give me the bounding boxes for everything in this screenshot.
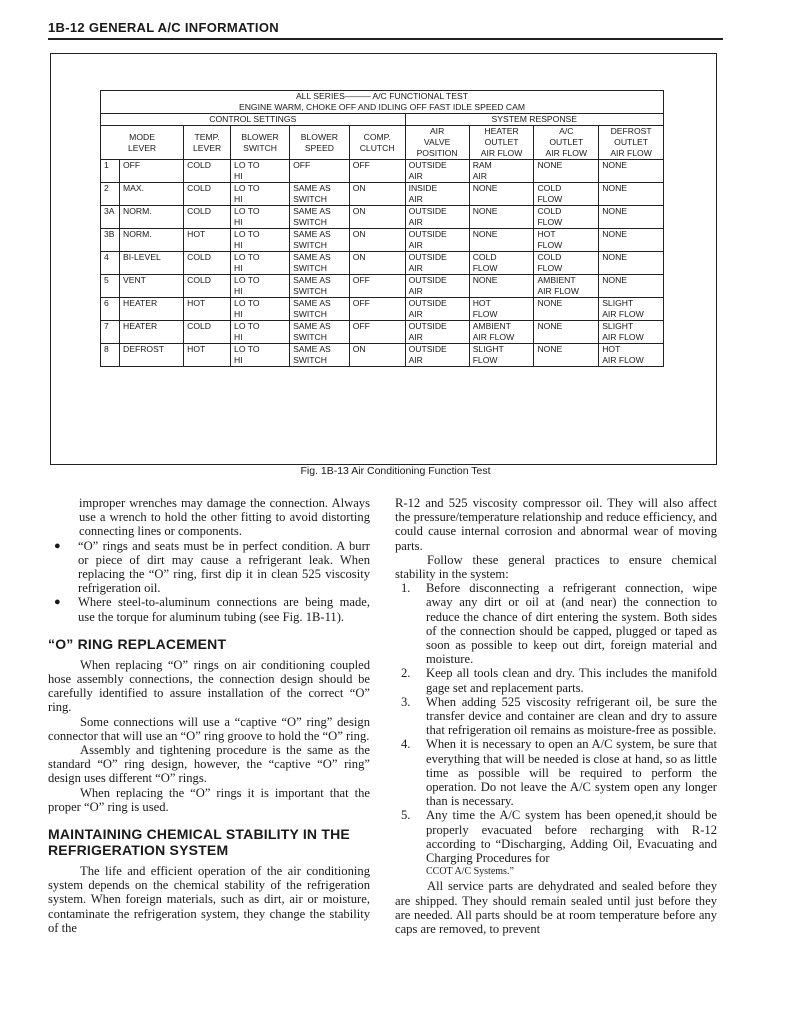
table-row xyxy=(101,344,664,367)
blower-speed-cell: SAME AS SWITCH xyxy=(290,321,350,344)
row-number: 1 xyxy=(101,160,120,183)
blower-speed-cell: OFF xyxy=(290,160,350,183)
temp-lever-cell: COLD xyxy=(184,321,231,344)
col-ac-outlet: A/C OUTLET AIR FLOW xyxy=(534,126,599,160)
list-item xyxy=(395,808,717,879)
defrost-outlet-cell: NONE xyxy=(599,206,664,229)
heading-chemical-stability: MAINTAINING CHEMICAL STABILITY IN THE REFRIGERATION SYSTEM xyxy=(48,826,350,859)
col-blower-speed: BLOWER SPEED xyxy=(290,126,350,160)
heater-outlet-cell: RAM AIR xyxy=(469,160,534,183)
temp-lever-cell: COLD xyxy=(184,275,231,298)
air-valve-cell: OUTSIDE AIR xyxy=(405,160,469,183)
air-valve-cell: INSIDE AIR xyxy=(405,183,469,206)
bullet-icon: ● xyxy=(54,596,61,609)
row-number: 3B xyxy=(101,229,120,252)
paragraph: When replacing “O” rings on air conditioning coupled hose assembly connections, the connection design should be carefully identified to assure installation of the correct “O” ring. xyxy=(48,657,370,715)
comp-clutch-cell: OFF xyxy=(349,160,405,183)
temp-lever-cell: COLD xyxy=(184,206,231,229)
list-item-number: 2. xyxy=(401,666,411,681)
paragraph: The life and efficient operation of the air conditioning system depends on the chemical stability of the refrigeration system. When foreign materials, such as dirt, air or moisture, contaminate the refrigeration system, they change the stability of the xyxy=(48,864,370,935)
ac-outlet-cell: HOT FLOW xyxy=(534,229,599,252)
temp-lever-cell: COLD xyxy=(184,160,231,183)
temp-lever-cell: HOT xyxy=(184,229,231,252)
paragraph: Assembly and tightening procedure is the same as the standard “O” ring design, however, the “captive “O” ring” design uses different “O” rings. xyxy=(48,743,370,786)
list-item-text: When adding 525 viscosity refrigerant oil, be sure the transfer device and container are clean and dry to assure that refrigeration oil remains as moisture-free as possible. xyxy=(426,694,717,738)
air-valve-cell: OUTSIDE AIR xyxy=(405,298,469,321)
paragraph: When replacing the “O” rings it is important that the proper “O” ring is used. xyxy=(48,785,370,814)
col-heater-outlet: HEATER OUTLET AIR FLOW xyxy=(469,126,534,160)
defrost-outlet-cell: NONE xyxy=(599,252,664,275)
heater-outlet-cell: COLD FLOW xyxy=(469,252,534,275)
row-number: 8 xyxy=(101,344,120,367)
list-item xyxy=(395,581,717,666)
list-item-text: Before disconnecting a refrigerant connection, wipe away any dirt or oil at (and near) the connection to reduce the chance of dirt entering the system. Both sides of the connection should be capped, plugged or taped as soon as possible to keep out dirt, foreign material and moisture. xyxy=(426,581,717,667)
heater-outlet-cell: NONE xyxy=(469,183,534,206)
ac-outlet-cell: COLD FLOW xyxy=(534,183,599,206)
list-item-text: Keep all tools clean and dry. This includes the manifold gage set and replacement parts. xyxy=(426,666,717,695)
bullet-item: ● Where steel-to-aluminum connections are being made, use the torque for aluminum tubing (see Fig. 1B-11). xyxy=(54,595,370,624)
col-comp-clutch: COMP. CLUTCH xyxy=(349,126,405,160)
mode-lever-cell: NORM. xyxy=(120,206,184,229)
blower-switch-cell: LO TO HI xyxy=(231,160,290,183)
list-item-number: 1. xyxy=(401,581,411,596)
blower-switch-cell: LO TO HI xyxy=(231,183,290,206)
blower-switch-cell: LO TO HI xyxy=(231,275,290,298)
air-valve-cell: OUTSIDE AIR xyxy=(405,206,469,229)
list-item xyxy=(395,737,717,808)
table-row xyxy=(101,321,664,344)
list-item-text: When it is necessary to open an A/C system, be sure that everything that will be needed is close at hand, so as little time as possible will be required to perform the operation. Do not leave the A/C system open any longer than is necessary. xyxy=(426,737,717,809)
blower-switch-cell: LO TO HI xyxy=(231,252,290,275)
bullet-icon: ● xyxy=(54,539,61,552)
heater-outlet-cell: NONE xyxy=(469,275,534,298)
air-valve-cell: OUTSIDE AIR xyxy=(405,229,469,252)
row-number: 3A xyxy=(101,206,120,229)
list-item xyxy=(395,666,717,694)
defrost-outlet-cell: NONE xyxy=(599,183,664,206)
function-test-table xyxy=(100,90,664,367)
table-row xyxy=(101,160,664,183)
mode-lever-cell: DEFROST xyxy=(120,344,184,367)
group-system-response: SYSTEM RESPONSE xyxy=(405,114,663,126)
table-row xyxy=(101,275,664,298)
table-row xyxy=(101,229,664,252)
blower-speed-cell: SAME AS SWITCH xyxy=(290,183,350,206)
list-item-number: 4. xyxy=(401,737,411,752)
temp-lever-cell: HOT xyxy=(184,298,231,321)
comp-clutch-cell: OFF xyxy=(349,321,405,344)
comp-clutch-cell: ON xyxy=(349,206,405,229)
blower-speed-cell: SAME AS SWITCH xyxy=(290,252,350,275)
row-number: 2 xyxy=(101,183,120,206)
temp-lever-cell: HOT xyxy=(184,344,231,367)
ac-outlet-cell: NONE xyxy=(534,344,599,367)
air-valve-cell: OUTSIDE AIR xyxy=(405,252,469,275)
table-row xyxy=(101,183,664,206)
paragraph: R-12 and 525 viscosity compressor oil. They will also affect the pressure/temperature relationship and reduce efficiency, and could cause internal corrosion and abnormal wear of moving parts. xyxy=(395,496,717,553)
group-control-settings: CONTROL SETTINGS xyxy=(101,114,406,126)
heater-outlet-cell: SLIGHT FLOW xyxy=(469,344,534,367)
table-row xyxy=(101,206,664,229)
ac-outlet-cell: NONE xyxy=(534,321,599,344)
list-item-tail: CCOT A/C Systems.” xyxy=(426,866,514,878)
defrost-outlet-cell: NONE xyxy=(599,275,664,298)
left-column xyxy=(48,496,370,935)
blower-switch-cell: LO TO HI xyxy=(231,298,290,321)
blower-speed-cell: SAME AS SWITCH xyxy=(290,344,350,367)
defrost-outlet-cell: NONE xyxy=(599,160,664,183)
right-column xyxy=(395,496,717,936)
table-row xyxy=(101,298,664,321)
defrost-outlet-cell: SLIGHT AIR FLOW xyxy=(599,298,664,321)
mode-lever-cell: BI-LEVEL xyxy=(120,252,184,275)
blower-speed-cell: SAME AS SWITCH xyxy=(290,298,350,321)
mode-lever-cell: VENT xyxy=(120,275,184,298)
mode-lever-cell: OFF xyxy=(120,160,184,183)
bullet-item: ● “O” rings and seats must be in perfect condition. A burr or piece of dirt may cause a refrigerant leak. When replacing the “O” ring, first dip it in clean 525 viscosity refrigeration oil. xyxy=(54,538,370,596)
list-item-number: 3. xyxy=(401,694,411,709)
heading-o-ring-replacement: “O” RING REPLACEMENT xyxy=(48,635,227,652)
page-header: 1B-12 GENERAL A/C INFORMATION xyxy=(48,20,279,35)
col-air-valve: AIR VALVE POSITION xyxy=(405,126,469,160)
heater-outlet-cell: HOT FLOW xyxy=(469,298,534,321)
mode-lever-cell: NORM. xyxy=(120,229,184,252)
row-number: 6 xyxy=(101,298,120,321)
blower-switch-cell: LO TO HI xyxy=(231,321,290,344)
blower-switch-cell: LO TO HI xyxy=(231,229,290,252)
ac-outlet-cell: COLD FLOW xyxy=(534,206,599,229)
list-item-text: Any time the A/C system has been opened,it should be properly evacuated before recharging with R-12 according to “Discharging, Adding Oil, Evacuating and Charging Procedures for xyxy=(426,808,717,866)
numbered-list xyxy=(395,581,717,879)
figure-caption: Fig. 1B-13 Air Conditioning Function Test xyxy=(300,465,491,477)
table-row xyxy=(101,252,664,275)
ac-outlet-cell: AMBIENT AIR FLOW xyxy=(534,275,599,298)
heater-outlet-cell: NONE xyxy=(469,229,534,252)
header-rule xyxy=(48,38,723,40)
mode-lever-cell: MAX. xyxy=(120,183,184,206)
ac-outlet-cell: NONE xyxy=(534,298,599,321)
table-title: ALL SERIES——— A/C FUNCTIONAL TEST ENGINE WARM, CHOKE OFF AND IDLING OFF FAST IDLE SPEED CAM xyxy=(101,91,664,114)
defrost-outlet-cell: NONE xyxy=(599,229,664,252)
mode-lever-cell: HEATER xyxy=(120,321,184,344)
col-mode-lever: MODE LEVER xyxy=(101,126,184,160)
blower-speed-cell: SAME AS SWITCH xyxy=(290,229,350,252)
air-valve-cell: OUTSIDE AIR xyxy=(405,275,469,298)
col-blower-switch: BLOWER SWITCH xyxy=(231,126,290,160)
comp-clutch-cell: OFF xyxy=(349,298,405,321)
blower-switch-cell: LO TO HI xyxy=(231,206,290,229)
air-valve-cell: OUTSIDE AIR xyxy=(405,344,469,367)
row-number: 7 xyxy=(101,321,120,344)
paragraph: Follow these general practices to ensure chemical stability in the system: xyxy=(395,552,717,582)
defrost-outlet-cell: HOT AIR FLOW xyxy=(599,344,664,367)
row-number: 5 xyxy=(101,275,120,298)
comp-clutch-cell: ON xyxy=(349,183,405,206)
temp-lever-cell: COLD xyxy=(184,183,231,206)
air-valve-cell: OUTSIDE AIR xyxy=(405,321,469,344)
heater-outlet-cell: NONE xyxy=(469,206,534,229)
comp-clutch-cell: ON xyxy=(349,252,405,275)
defrost-outlet-cell: SLIGHT AIR FLOW xyxy=(599,321,664,344)
ac-outlet-cell: COLD FLOW xyxy=(534,252,599,275)
list-item xyxy=(395,695,717,738)
paragraph: All service parts are dehydrated and sealed before they are shipped. They should remain sealed until just before they are needed. All parts should be at room temperature before any caps are removed, to prevent xyxy=(395,879,717,937)
heater-outlet-cell: AMBIENT AIR FLOW xyxy=(469,321,534,344)
comp-clutch-cell: ON xyxy=(349,229,405,252)
list-item-number: 5. xyxy=(401,808,411,823)
row-number: 4 xyxy=(101,252,120,275)
col-defrost-outlet: DEFROST OUTLET AIR FLOW xyxy=(599,126,664,160)
temp-lever-cell: COLD xyxy=(184,252,231,275)
col-temp-lever: TEMP. LEVER xyxy=(184,126,231,160)
column-headers xyxy=(101,126,664,160)
blower-speed-cell: SAME AS SWITCH xyxy=(290,275,350,298)
paragraph: Some connections will use a “captive “O” ring” design connector that will use an “O” ring groove to hold the “O” ring. xyxy=(48,714,370,743)
blower-switch-cell: LO TO HI xyxy=(231,344,290,367)
mode-lever-cell: HEATER xyxy=(120,298,184,321)
comp-clutch-cell: ON xyxy=(349,344,405,367)
ac-outlet-cell: NONE xyxy=(534,160,599,183)
paragraph: improper wrenches may damage the connection. Always use a wrench to hold the other fitting to avoid distorting connecting lines or components. xyxy=(79,496,370,539)
blower-speed-cell: SAME AS SWITCH xyxy=(290,206,350,229)
comp-clutch-cell: OFF xyxy=(349,275,405,298)
